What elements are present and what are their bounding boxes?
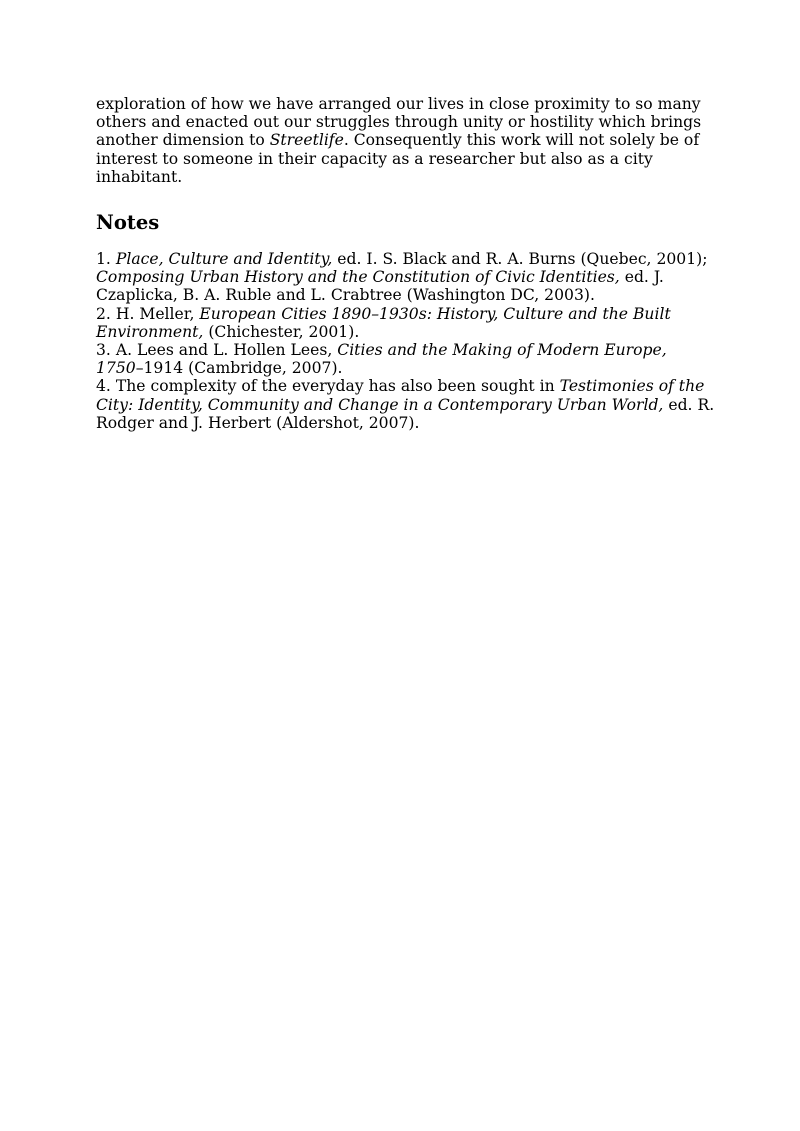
note-text: –1914 (Cambridge, 2007). xyxy=(135,359,343,378)
note-text: ed. I. S. Black and R. A. Burns (Quebec, 2001); xyxy=(332,250,708,269)
notes-list xyxy=(96,250,716,432)
notes-heading: Notes xyxy=(96,211,160,235)
note-title: Cities and the Making of Modern Europe, 1750 xyxy=(96,341,667,378)
body-paragraph xyxy=(96,95,716,186)
note-item-3 xyxy=(96,341,716,377)
note-author: A. Lees and L. Hollen Lees, xyxy=(115,341,338,360)
body-text-end: . Consequently this work will not solely be of interest to someone in their capacity as a researcher but also as a city inhabitant. xyxy=(96,131,700,186)
note-title: Place, Culture and Identity, xyxy=(115,250,333,269)
note-text: (Chichester, 2001). xyxy=(203,322,360,341)
note-author: The complexity of the everyday has also been sought in xyxy=(115,377,560,396)
body-text-start: exploration of how we have arranged our lives in close proximity to so many others and enacted out our struggles through unity or hostility which brings another dimension to xyxy=(96,95,702,150)
note-title: Composing Urban History and the Constitution of Civic Identities, xyxy=(96,268,620,287)
note-author: H. Meller, xyxy=(115,304,200,323)
note-title: European Cities 1890–1930s: History, Culture and the Built Environment, xyxy=(96,304,671,341)
note-item-1 xyxy=(96,250,716,305)
body-text-italic-title: Streetlife xyxy=(269,131,344,150)
note-text: ed. R. Rodger and J. Herbert (Aldershot, 2007). xyxy=(96,395,715,432)
note-title: Testimonies of the City: Identity, Community and Change in a Contemporary Urban World, xyxy=(96,377,705,414)
note-text: ed. J. Czaplicka, B. A. Ruble and L. Crabtree (Washington DC, 2003). xyxy=(96,268,664,305)
note-number: 4. xyxy=(96,377,116,396)
note-number: 2. xyxy=(96,304,116,323)
document-page xyxy=(96,95,716,432)
note-item-2 xyxy=(96,305,716,341)
note-item-4 xyxy=(96,377,716,432)
note-number: 3. xyxy=(96,341,116,360)
note-number: 1. xyxy=(96,250,116,269)
